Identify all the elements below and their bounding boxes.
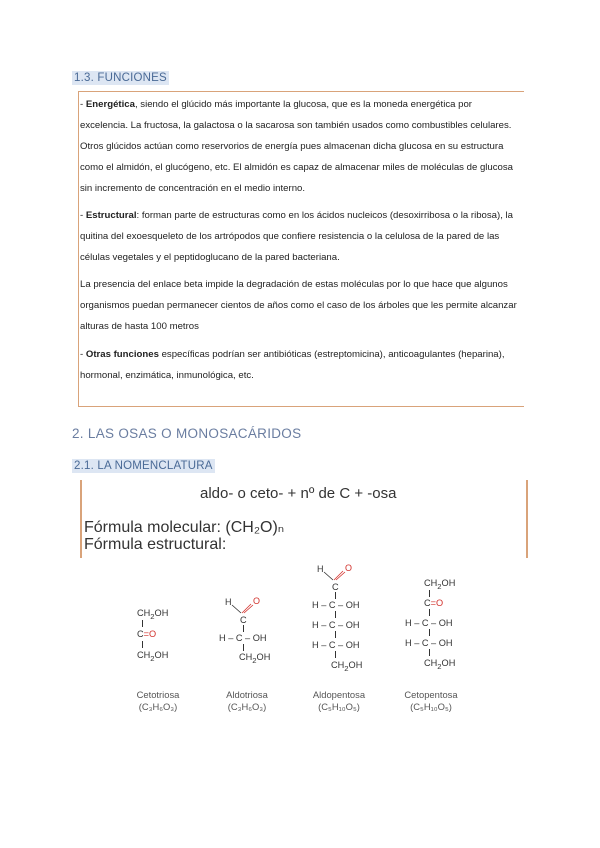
section-heading-nomenclatura: 2.1. LA NOMENCLATURA [74,460,213,472]
cetotriosa-structure: $CH_2OH$ [137,608,169,621]
term-otras-funciones: Otras funciones [85,349,159,360]
caption-cetotriosa [113,689,203,712]
caption-formula: (C₃H₆O₃) [227,701,267,712]
svg-text:H: H [225,597,232,607]
term-energetica: Energética [85,99,135,110]
caption-formula: (C₃H₆O₃) [138,701,178,712]
caption-cetopentosa [386,689,476,712]
paragraph-energetica: - Energética, siendo el glúcido más importante la glucosa, que es la moneda energética por excelencia. La fructosa, la galactosa o la sacarosa son también usados como combustibles celulares. Otros glúcidos actúan como reservorios de energía pues almacenan dicha glucosa en su estructura como el almidón, el glucógeno, etc. El almidón es capaz de almacenar miles de moléculas de glucosa sin incremento de concentración en el medio interno. [80,99,514,194]
formula-estructural: Fórmula estructural: [84,536,227,553]
term-estructural: Estructural [85,210,137,221]
text-estructural: : forman parte de estructuras como en los ácidos nucleicos (desoxirribosa o la ribosa), la quitina del exoesqueleto de los artrópodos que confiere resistencia o la celulosa de la pared de las células vegetales y el peptidoglucano de la pared bacteriana. [80,210,513,263]
aldehyde-group-icon [225,596,265,616]
svg-text:O: O [253,596,261,606]
caption-aldotriosa [202,689,292,712]
formula-molecular: Fórmula molecular: (CH₂O)ₙ [84,519,285,536]
caption-aldopentosa [294,689,384,712]
text-energetica: , siendo el glúcido más importante la glucosa, que es la moneda energética por excelencia. La fructosa, la galactosa o la sacarosa son también usados como combustibles celulares. Otros glúcidos actúan como reservorios de energía pues almacenan dicha glucosa en su estructura como el almidón, el glucógeno, etc. El almidón es capaz de almacenar miles de moléculas de glucosa sin incremento de concentración en el medio interno. [80,99,514,194]
aldehyde-group-icon [317,563,357,583]
caption-name: Cetotriosa [136,689,180,700]
nomenclature-rule: aldo- o ceto- + nº de C + -osa [200,485,397,502]
svg-text:O: O [345,563,353,573]
text-otras: específicas podrían ser antibióticas (estreptomicina), anticoagulantes (heparina), hormonal, enzimática, inmunológica, etc. [80,349,505,381]
caption-name: Aldopentosa [312,689,366,700]
paragraph-enlace-beta: La presencia del enlace beta impide la degradación de estas moléculas por lo que hace que algunos organismos puedan permanecer cientos de años como el caso de los árboles que les permite alcanzar alturas de hasta 100 metros [80,279,517,332]
section-heading-funciones: 1.3. FUNCIONES [74,72,167,84]
caption-formula: (C₅H₁₀O₅) [318,701,360,712]
caption-formula: (C₅H₁₀O₅) [410,701,452,712]
paragraph-otras: - Otras funciones específicas podrían ser antibióticas (estreptomicina), anticoagulantes (heparina), hormonal, enzimática, inmunológica, etc. [80,349,505,381]
paragraph-estructural: - Estructural: forman parte de estructuras como en los ácidos nucleicos (desoxirribosa o la ribosa), la quitina del exoesqueleto de los artrópodos que confiere resistencia o la celulosa de la pared de las células vegetales y el peptidoglucano de la pared bacteriana. [80,210,513,263]
section-heading-osas: 2. LAS OSAS O MONOSACÁRIDOS [72,426,302,441]
caption-name: Aldotriosa [226,689,268,700]
caption-name: Cetopentosa [404,689,458,700]
svg-text:H: H [317,564,324,574]
